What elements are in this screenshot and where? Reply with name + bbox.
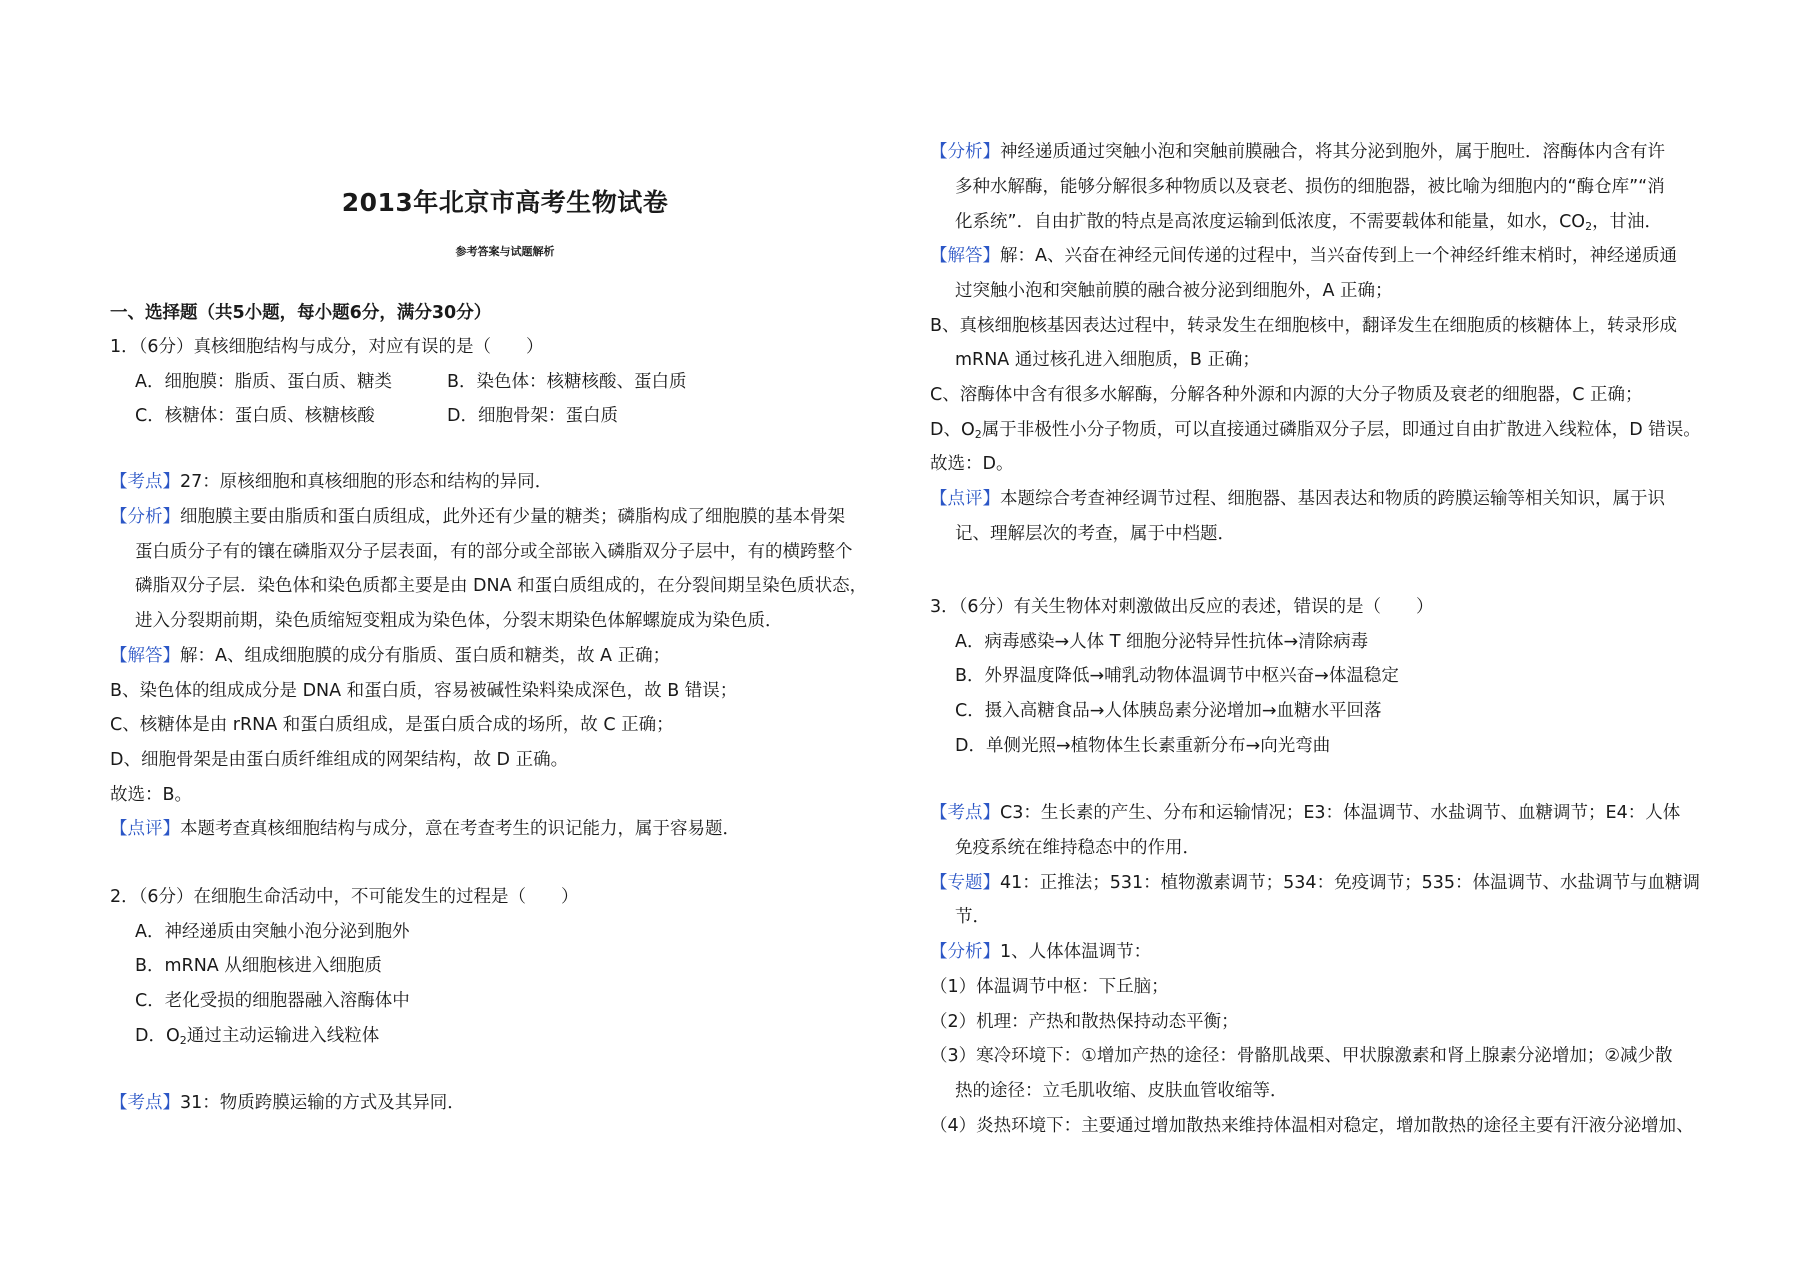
q1-fenxi-line3: 磷脂双分子层．染色体和染色质都主要是由 DNA 和蛋白质组成的，在分裂间期呈染色质状态， (135, 576, 868, 596)
q2-fenxi (930, 140, 1665, 164)
dianping-text: 本题考查真核细胞结构与成分，意在考查考生的识记能力，属于容易题． (180, 819, 740, 839)
q1-fenxi-line2: 蛋白质分子有的镶在磷脂双分子层表面，有的部分或全部嵌入磷脂双分子层中，有的横跨整个 (135, 542, 853, 562)
q2-jieda-line2: 过突触小泡和突触前膜的融合被分泌到细胞外，A 正确； (955, 281, 1393, 301)
q2-jieda-line3: B、真核细胞核基因表达过程中，转录发生在细胞核中，翻译发生在细胞质的核糖体上，转录形成 (930, 316, 1678, 336)
page-subtitle: 参考答案与试题解析 (455, 245, 555, 258)
q1-jieda-line3: C、核糖体是由 rRNA 和蛋白质组成，是蛋白质合成的场所，故 C 正确； (110, 715, 674, 735)
q3-point-2: （2）机理：产热和散热保持动态平衡； (930, 1012, 1239, 1032)
dianping-tag: 【点评】 (930, 489, 1000, 509)
q2-jieda-line5: C、溶酶体中含有很多水解酶，分解各种外源和内源的大分子物质及衰老的细胞器，C 正确； (930, 385, 1643, 405)
kaodian-tag: 【考点】 (110, 1093, 180, 1113)
q3-zhuanti (930, 871, 1700, 895)
q2-option-a: A．神经递质由突触小泡分泌到胞外 (135, 922, 410, 942)
q3-kaodian-line2: 免疫系统在维持稳态中的作用． (955, 838, 1200, 858)
jieda-tag: 【解答】 (110, 646, 180, 666)
q3-zhuanti-line2: 节． (955, 907, 990, 927)
q1-choice: 故选：B。 (110, 785, 193, 805)
page-title: 2013年北京市高考生物试卷 (341, 188, 669, 217)
q1-jieda (110, 644, 670, 668)
q1-stem: 1．（6分）真核细胞结构与成分，对应有误的是（ ） (110, 337, 544, 357)
q2-stem: 2．（6分）在细胞生命活动中，不可能发生的过程是（ ） (110, 887, 579, 907)
q2-jieda-line6-sub: 2 (974, 428, 982, 441)
q2-option-c: C．老化受损的细胞器融入溶酶体中 (135, 991, 410, 1011)
fenxi-tag: 【分析】 (930, 142, 1000, 162)
q1-option-c: C．核糖体：蛋白质、核糖核酸 (135, 406, 375, 426)
fenxi-line: 细胞膜主要由脂质和蛋白质组成，此外还有少量的糖类；磷脂构成了细胞膜的基本骨架 (180, 507, 845, 527)
q1-jieda-line4: D、细胞骨架是由蛋白质纤维组成的网架结构，故 D 正确。 (110, 750, 569, 770)
fenxi-line: 神经递质通过突触小泡和突触前膜融合，将其分泌到胞外，属于胞吐．溶酶体内含有许 (1000, 142, 1665, 162)
q2-kaodian (110, 1091, 465, 1115)
q2-jieda-line6-pre: D、O (930, 420, 975, 440)
q2-jieda-line6-post: 属于非极性小分子物质，可以直接通过磷脂双分子层，即通过自由扩散进入线粒体，D 错误。 (981, 420, 1701, 440)
kaodian-text: 27：原核细胞和真核细胞的形态和结构的异同． (180, 472, 553, 492)
q3-option-a: A．病毒感染→人体 T 细胞分泌特异性抗体→清除病毒 (955, 632, 1369, 652)
kaodian-tag: 【考点】 (110, 472, 180, 492)
q3-stem: 3．（6分）有关生物体对刺激做出反应的表述，错误的是（ ） (930, 597, 1434, 617)
q2-fenxi-line2: 多种水解酶，能够分解很多种物质以及衰老、损伤的细胞器，被比喻为细胞内的“酶仓库”“消 (955, 177, 1665, 197)
kaodian-tag: 【考点】 (930, 803, 1000, 823)
jieda-line: 解：A、组成细胞膜的成分有脂质、蛋白质和糖类，故 A 正确； (180, 646, 671, 666)
q3-option-c: C．摄入高糖食品→人体胰岛素分泌增加→血糖水平回落 (955, 701, 1382, 721)
q2-fenxi-line3 (955, 210, 1662, 239)
q1-jieda-line2: B、染色体的组成成分是 DNA 和蛋白质，容易被碱性染料染成深色，故 B 错误； (110, 681, 738, 701)
q1-kaodian (110, 470, 552, 494)
q2-jieda (930, 244, 1677, 268)
jieda-line: 解：A、兴奋在神经元间传递的过程中，当兴奋传到上一个神经纤维末梢时，神经递质通 (1000, 246, 1677, 266)
fenxi-tag: 【分析】 (930, 942, 1000, 962)
q2-jieda-line6 (930, 418, 1701, 447)
q1-option-d: D．细胞骨架：蛋白质 (447, 406, 618, 426)
q1-option-a: A．细胞膜：脂质、蛋白质、糖类 (135, 372, 392, 392)
q3-point-3-line2: 热的途径：立毛肌收缩、皮肤血管收缩等． (955, 1081, 1288, 1101)
q2-option-d-sub: 2 (179, 1034, 187, 1047)
kaodian-text: C3：生长素的产生、分布和运输情况；E3：体温调节、水盐调节、血糖调节；E4：人体 (1000, 803, 1681, 823)
q2-jieda-line4: mRNA 通过核孔进入细胞质，B 正确； (955, 350, 1260, 370)
fenxi-text: 1、人体体温调节： (1000, 942, 1152, 962)
q3-option-d: D．单侧光照→植物体生长素重新分布→向光弯曲 (955, 736, 1331, 756)
q1-fenxi (110, 505, 845, 529)
q2-fenxi-line3-post: ，甘油． (1592, 212, 1663, 232)
q3-option-b: B．外界温度降低→哺乳动物体温调节中枢兴奋→体温稳定 (955, 666, 1399, 686)
q2-dianping (930, 487, 1665, 511)
q3-point-1: （1）体温调节中枢：下丘脑； (930, 977, 1169, 997)
section-heading: 一、选择题（共5小题，每小题6分，满分30分） (110, 303, 492, 323)
zhuanti-tag: 【专题】 (930, 873, 1000, 893)
q2-fenxi-line3-sub: 2 (1585, 220, 1593, 233)
q2-option-d (135, 1024, 379, 1053)
q2-option-b: B．mRNA 从细胞核进入细胞质 (135, 956, 382, 976)
fenxi-tag: 【分析】 (110, 507, 180, 527)
q2-option-d-post: 通过主动运输进入线粒体 (186, 1026, 380, 1046)
zhuanti-text: 41：正推法；531：植物激素调节；534：免疫调节；535：体温调节、水盐调节与血糖调 (1000, 873, 1700, 893)
q1-dianping (110, 817, 740, 841)
q3-fenxi (930, 940, 1151, 964)
kaodian-text: 31：物质跨膜运输的方式及其异同． (180, 1093, 465, 1113)
q1-option-b: B．染色体：核糖核酸、蛋白质 (447, 372, 687, 392)
jieda-tag: 【解答】 (930, 246, 1000, 266)
dianping-text: 本题综合考查神经调节过程、细胞器、基因表达和物质的跨膜运输等相关知识，属于识 (1000, 489, 1665, 509)
q2-choice: 故选：D。 (930, 454, 1014, 474)
q1-fenxi-line4: 进入分裂期前期，染色质缩短变粗成为染色体，分裂末期染色体解螺旋成为染色质． (135, 611, 783, 631)
q3-kaodian (930, 801, 1680, 825)
q2-dianping-line2: 记、理解层次的考查，属于中档题． (955, 524, 1235, 544)
q3-point-3: （3）寒冷环境下：①增加产热的途径：骨骼肌战栗、甲状腺激素和肾上腺素分泌增加；②减少散 (930, 1046, 1673, 1066)
q3-point-4: （4）炎热环境下：主要通过增加散热来维持体温相对稳定，增加散热的途径主要有汗液分泌增加、 (930, 1116, 1694, 1136)
q2-fenxi-line3-pre: 化系统”．自由扩散的特点是高浓度运输到低浓度，不需要载体和能量，如水，CO (955, 212, 1586, 232)
q2-option-d-pre: D．O (135, 1026, 180, 1046)
dianping-tag: 【点评】 (110, 819, 180, 839)
